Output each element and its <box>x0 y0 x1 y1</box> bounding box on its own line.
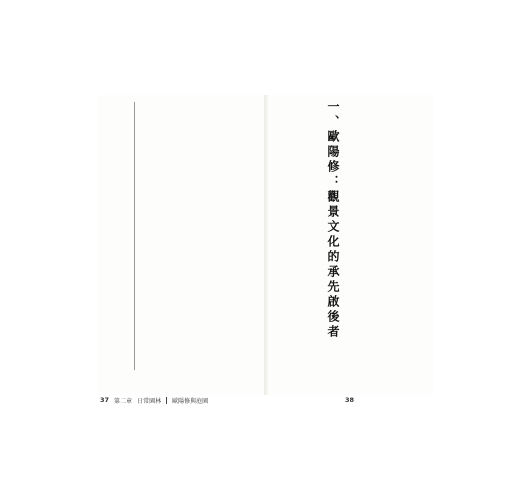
section-label: 日常園林 <box>137 397 162 405</box>
section-heading: 一、歐陽修：觀景文化的承先啟後者 <box>326 100 340 340</box>
chapter-label: 第二章 <box>114 397 133 405</box>
left-page-number: 37 <box>100 396 110 404</box>
chapter-subtitle: 歐陽修與庭園 <box>172 397 209 405</box>
right-page-number: 38 <box>345 396 355 404</box>
right-footer <box>340 394 354 406</box>
page-gutter <box>264 95 268 395</box>
footer-separator <box>166 397 167 404</box>
left-footer <box>100 394 208 406</box>
notes-divider <box>134 102 135 370</box>
